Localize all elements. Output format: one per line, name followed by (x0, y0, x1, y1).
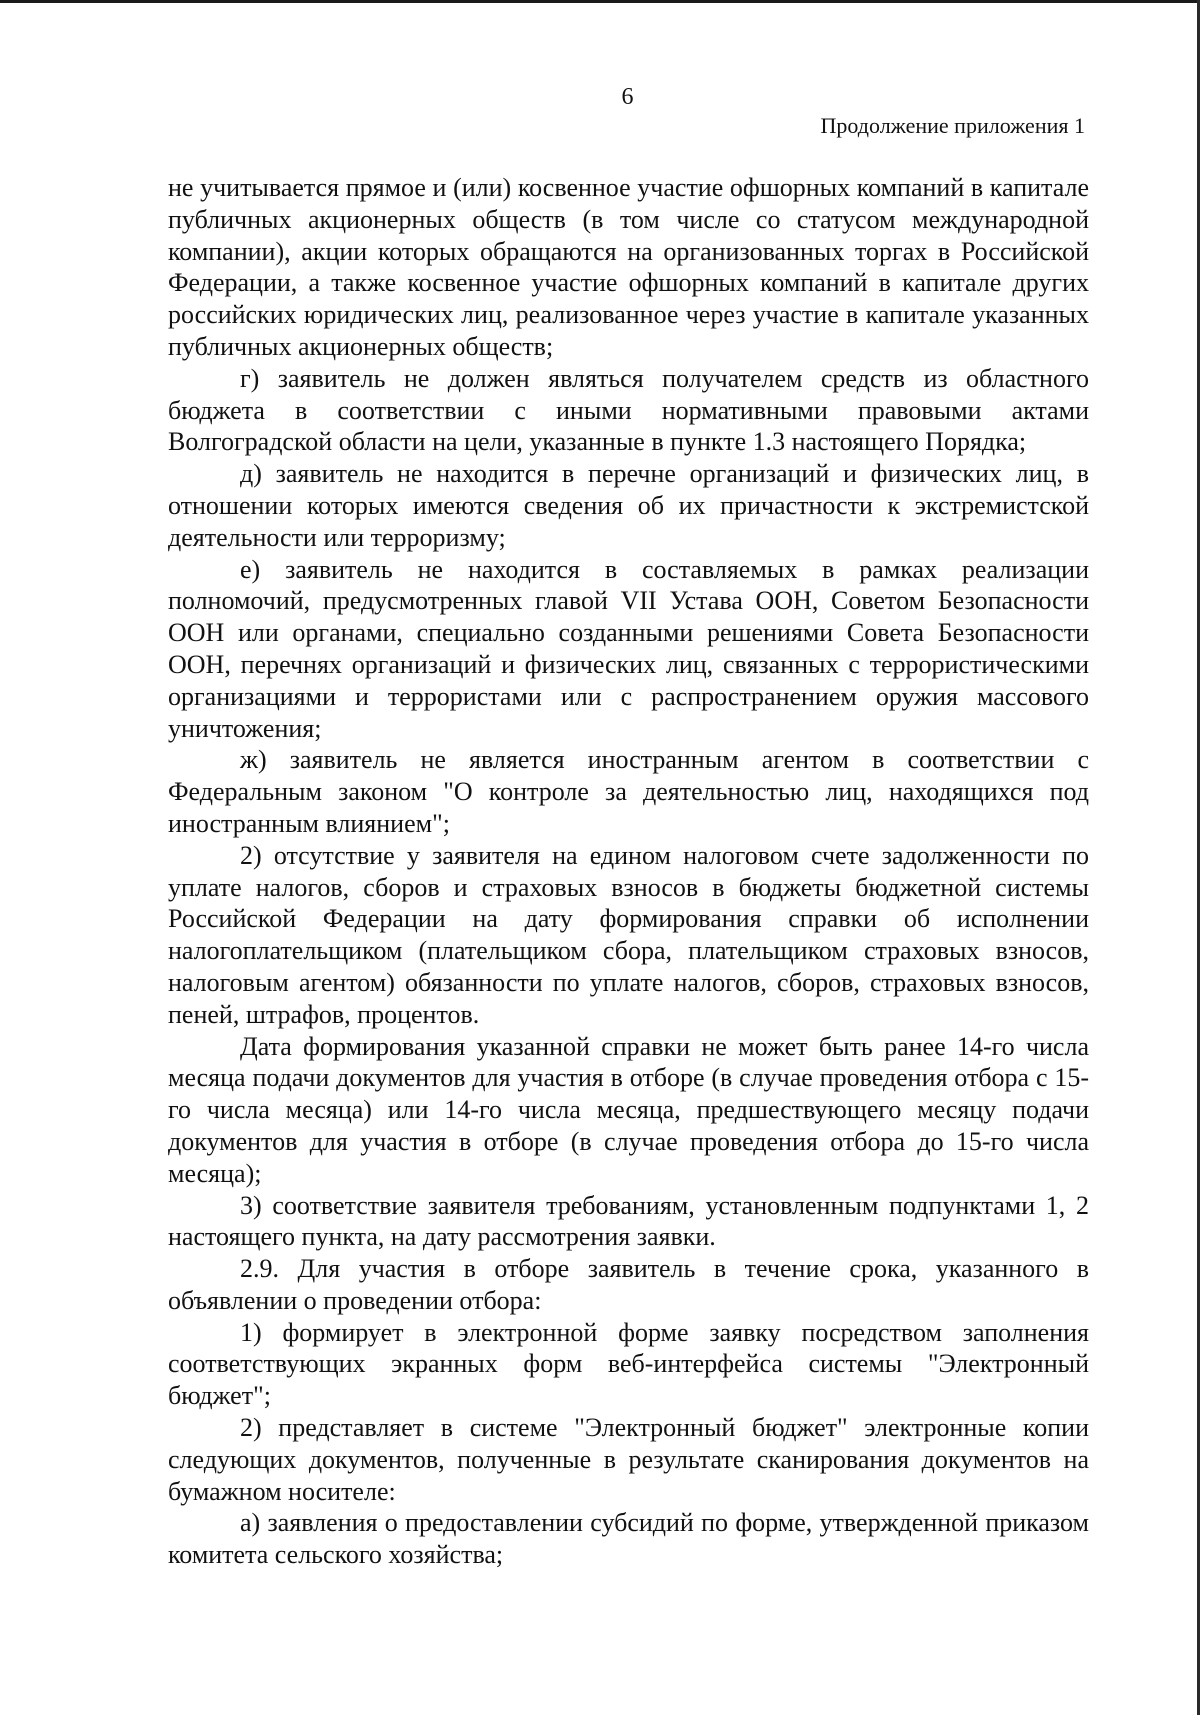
appendix-continuation-label: Продолжение приложения 1 (820, 113, 1085, 138)
document-body (168, 172, 1089, 1571)
paragraph-certificate-date: Дата формирования указанной справки не может быть ранее 14-го числа месяца подачи документов для участия в отборе (в случае проведения отбора с 15-го числа месяца) или 14-го числа месяца, предшествующего месяцу подачи документов для участия в отборе (в случае проведения отбора до 15-го числа месяца); (168, 1031, 1089, 1188)
paragraph-2-9-item-1: 1) формирует в электронной форме заявку посредством заполнения соответствующих экранных форм веб-интерфейса системы "Электронный бюджет"; (168, 1317, 1089, 1411)
paragraph-item-3: 3) соответствие заявителя требованиям, установленным подпунктами 1, 2 настоящего пункта, на дату рассмотрения заявки. (168, 1190, 1089, 1252)
paragraph-2-9-item-2: 2) представляет в системе "Электронный бюджет" электронные копии следующих документов, полученные в результате сканирования документов на бумажном носителе: (168, 1413, 1089, 1506)
paragraph-item-zh: ж) заявитель не является иностранным агентом в соответствии с Федеральным законом "О контроле за деятельностью лиц, находящихся под иностранным влиянием"; (168, 745, 1089, 838)
paragraph-section-2-9: 2.9. Для участия в отборе заявитель в течение срока, указанного в объявлении о проведении отбора: (168, 1254, 1089, 1315)
paragraph-offshore-participation: не учитывается прямое и (или) косвенное участие офшорных компаний в капитале публичных акционерных обществ (в том числе со статусом международной компании), акции которых обращаются на организованных торгах в Российской Федерации, а также косвенное участие офшорных компаний в капитале других российских юридических лиц, реализованное через участие в капитале указанных публичных акционерных обществ; (168, 173, 1089, 361)
paragraph-2-9-item-a: а) заявления о предоставлении субсидий по форме, утвержденной приказом комитета сельского хозяйства; (168, 1508, 1089, 1570)
scan-border-top (0, 0, 1200, 3)
paragraph-item-e: е) заявитель не находится в составляемых в рамках реализации полномочий, предусмотренных главой VII Устава ООН, Советом Безопасности ООН или органами, специально созданными решениями Совета Безопасности ООН, перечнях организаций и физических лиц, связанных с террористическими организациями и террористами или с распространением оружия массового уничтожения; (168, 554, 1089, 743)
paragraph-item-2: 2) отсутствие у заявителя на едином налоговом счете задолженности по уплате налогов, сборов и страховых взносов в бюджеты бюджетной системы Российской Федерации на дату формирования справки об исполнении налогоплательщиком (плательщиком сбора, плательщиком страховых взносов, налоговым агентом) обязанности по уплате налогов, сборов, страховых взносов, пеней, штрафов, процентов. (168, 840, 1089, 1029)
page-number: 6 (621, 84, 634, 110)
paragraph-item-g: г) заявитель не должен являться получателем средств из областного бюджета в соответствии с иными нормативными правовыми актами Волгоградской области на цели, указанные в пункте 1.3 настоящего Порядка; (168, 363, 1089, 457)
paragraph-item-d: д) заявитель не находится в перечне организаций и физических лиц, в отношении которых имеются сведения об их причастности к экстремистской деятельности или терроризму; (168, 459, 1089, 552)
